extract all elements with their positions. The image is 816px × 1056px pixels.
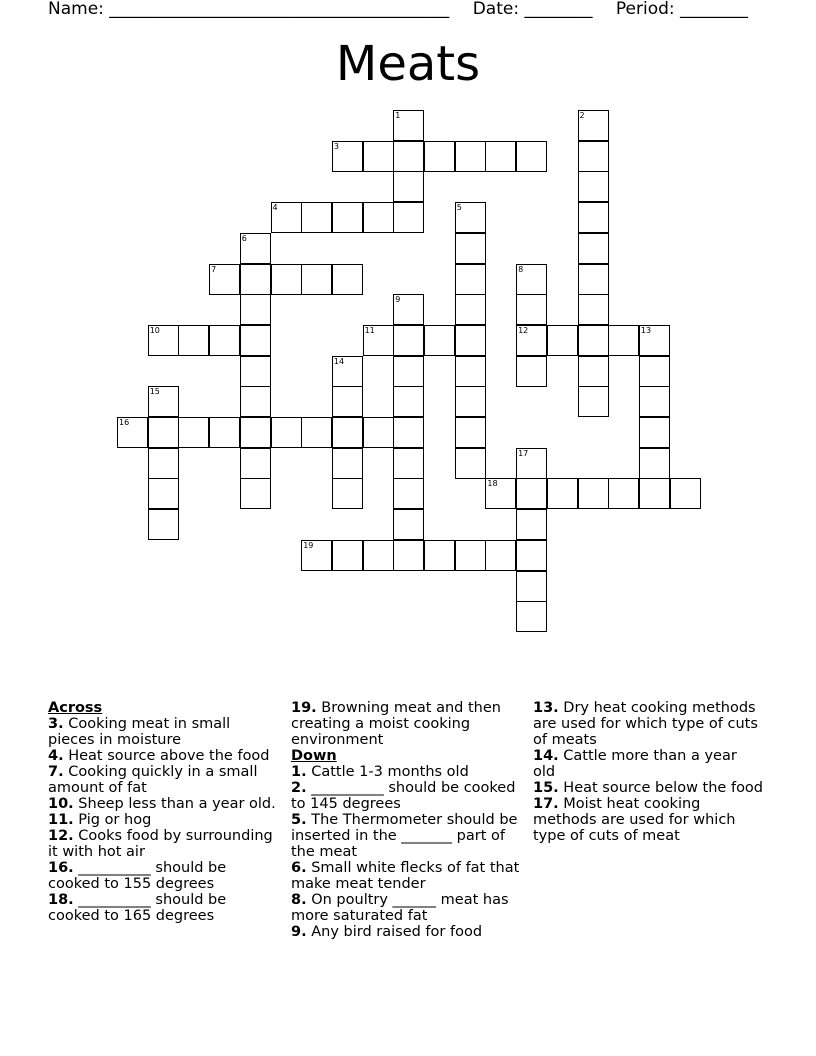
- crossword-cell[interactable]: [455, 386, 486, 417]
- crossword-cell[interactable]: [148, 386, 179, 417]
- crossword-cell[interactable]: [240, 448, 271, 479]
- crossword-cell[interactable]: [148, 448, 179, 479]
- clue-number: 18: [487, 479, 498, 489]
- clue-item: [48, 796, 278, 812]
- crossword-cell[interactable]: [485, 540, 516, 571]
- crossword-cell[interactable]: [608, 478, 639, 509]
- crossword-cell[interactable]: [424, 141, 455, 172]
- crossword-cell[interactable]: [455, 202, 486, 233]
- clue-number: 17: [518, 448, 529, 458]
- clue-number-label: 6.: [291, 860, 307, 876]
- clue-text: Cattle more than a year old: [533, 748, 737, 780]
- clue-text: Any bird raised for food: [306, 924, 483, 940]
- across-clues-continued: [291, 700, 521, 748]
- clue-text: Sheep less than a year old.: [73, 796, 276, 812]
- clue-number-label: 14.: [533, 748, 559, 764]
- crossword-cell[interactable]: [516, 325, 547, 356]
- period-field-label: Period: ________: [615, 0, 749, 19]
- clue-number-label: 12.: [48, 828, 74, 844]
- crossword-cell[interactable]: [240, 356, 271, 387]
- crossword-cell[interactable]: [393, 202, 424, 233]
- crossword-cell[interactable]: [301, 264, 332, 295]
- clue-text: Pig or hog: [73, 812, 152, 828]
- crossword-cell[interactable]: [578, 233, 609, 264]
- date-field-label: Date: ________: [472, 0, 593, 19]
- name-field-label: Name: ________________________________________: [48, 0, 450, 19]
- clue-number: 4: [272, 203, 278, 213]
- clue-number: 19: [303, 540, 314, 550]
- clue-column-2: [291, 700, 521, 940]
- clue-text: Small white flecks of fat that make meat tender: [291, 860, 520, 892]
- crossword-cell[interactable]: [393, 171, 424, 202]
- crossword-cell[interactable]: [578, 171, 609, 202]
- crossword-cell[interactable]: [578, 386, 609, 417]
- crossword-cell[interactable]: [639, 478, 670, 509]
- crossword-cell[interactable]: [332, 264, 363, 295]
- crossword-cell[interactable]: [148, 325, 179, 356]
- clue-text: Heat source above the food: [63, 748, 270, 764]
- clue-number-label: 9.: [291, 924, 307, 940]
- clue-item: [533, 780, 763, 796]
- clue-text: Cooks food by surrounding it with hot air: [48, 828, 273, 860]
- crossword-cell[interactable]: [148, 509, 179, 540]
- crossword-cell[interactable]: [639, 417, 670, 448]
- crossword-cell[interactable]: [578, 356, 609, 387]
- crossword-cell[interactable]: [363, 325, 394, 356]
- crossword-cell[interactable]: [455, 356, 486, 387]
- crossword-cell[interactable]: [516, 540, 547, 571]
- crossword-cell[interactable]: [485, 478, 516, 509]
- crossword-cell[interactable]: [393, 540, 424, 571]
- clue-item: [533, 700, 763, 748]
- clue-text: Cooking meat in small pieces in moisture: [48, 716, 231, 748]
- crossword-cell[interactable]: [240, 478, 271, 509]
- clue-number-label: 17.: [533, 796, 559, 812]
- crossword-cell[interactable]: [240, 417, 271, 448]
- crossword-cell[interactable]: [332, 448, 363, 479]
- crossword-cell[interactable]: [332, 386, 363, 417]
- crossword-cell[interactable]: [271, 417, 302, 448]
- clue-item: [291, 860, 521, 892]
- crossword-cell[interactable]: [455, 294, 486, 325]
- clue-item: [291, 700, 521, 748]
- crossword-cell[interactable]: [485, 141, 516, 172]
- crossword-cell[interactable]: [516, 141, 547, 172]
- clue-number: 6: [241, 233, 247, 243]
- crossword-cell[interactable]: [301, 202, 332, 233]
- clue-item: [291, 764, 521, 780]
- crossword-cell[interactable]: [424, 325, 455, 356]
- crossword-cell[interactable]: [363, 417, 394, 448]
- clue-text: Dry heat cooking methods are used for which type of cuts of meats: [533, 700, 758, 748]
- clue-text: Heat source below the food: [558, 780, 764, 796]
- crossword-cell[interactable]: [547, 478, 578, 509]
- crossword-cell[interactable]: [209, 417, 240, 448]
- crossword-cell[interactable]: [393, 448, 424, 479]
- crossword-cell[interactable]: [363, 202, 394, 233]
- crossword-cell[interactable]: [271, 264, 302, 295]
- clue-item: [48, 812, 278, 828]
- crossword-cell[interactable]: [455, 448, 486, 479]
- crossword-cell[interactable]: [516, 448, 547, 479]
- clue-column-3: [533, 700, 763, 844]
- crossword-cell[interactable]: [424, 540, 455, 571]
- clue-number: 13: [640, 325, 652, 335]
- clue-number: 2: [579, 111, 585, 120]
- clue-number-label: 16.: [48, 860, 74, 876]
- clue-number-label: 15.: [533, 780, 559, 796]
- crossword-cell[interactable]: [240, 386, 271, 417]
- crossword-cell[interactable]: [148, 478, 179, 509]
- crossword-cell[interactable]: [455, 233, 486, 264]
- crossword-cell[interactable]: [332, 417, 363, 448]
- clue-number: 12: [518, 325, 529, 335]
- crossword-cell[interactable]: [516, 478, 547, 509]
- clue-number: 3: [333, 141, 339, 151]
- crossword-cell[interactable]: [516, 294, 547, 325]
- crossword-cell[interactable]: [332, 478, 363, 509]
- crossword-cell[interactable]: [516, 356, 547, 387]
- clue-number: 1: [395, 111, 401, 120]
- crossword-cell[interactable]: [332, 141, 363, 172]
- crossword-cell[interactable]: [393, 141, 424, 172]
- crossword-cell[interactable]: [271, 202, 302, 233]
- crossword-cell[interactable]: [332, 540, 363, 571]
- clue-number: 7: [211, 264, 217, 274]
- crossword-cell[interactable]: [578, 294, 609, 325]
- down-clues-list: [291, 764, 521, 940]
- crossword-cell[interactable]: [608, 325, 639, 356]
- crossword-cell[interactable]: [301, 417, 332, 448]
- crossword-cell[interactable]: [393, 386, 424, 417]
- clue-number: 14: [333, 356, 345, 366]
- crossword-cell[interactable]: [639, 448, 670, 479]
- clue-item: [291, 892, 521, 924]
- clue-item: [48, 764, 278, 796]
- clue-column-1: [48, 700, 278, 924]
- crossword-cell[interactable]: [332, 356, 363, 387]
- crossword-cell[interactable]: [363, 141, 394, 172]
- across-clues-list: [48, 716, 278, 924]
- clue-item: [48, 716, 278, 748]
- clue-text: Browning meat and then creating a moist cooking environment: [291, 700, 501, 748]
- crossword-cell[interactable]: [178, 417, 209, 448]
- clue-number: 15: [149, 387, 160, 397]
- crossword-cell[interactable]: [240, 294, 271, 325]
- clue-number-label: 10.: [48, 796, 74, 812]
- clue-number: 10: [149, 325, 160, 335]
- clue-text: Cattle 1-3 months old: [306, 764, 469, 780]
- crossword-cell[interactable]: [578, 478, 609, 509]
- clue-number-label: 2.: [291, 780, 307, 796]
- clue-text: __________ should be cooked to 155 degrees: [48, 860, 227, 892]
- crossword-cell[interactable]: [393, 294, 424, 325]
- clue-text: On poultry ______ meat has more saturated fat: [291, 892, 509, 924]
- clue-item: [291, 924, 521, 940]
- crossword-cell[interactable]: [393, 417, 424, 448]
- clue-number-label: 11.: [48, 812, 74, 828]
- crossword-cell[interactable]: [639, 325, 670, 356]
- clue-text: __________ should be cooked to 165 degrees: [48, 892, 227, 924]
- clue-text: __________ should be cooked to 145 degrees: [291, 780, 516, 812]
- clue-item: [48, 748, 278, 764]
- crossword-cell[interactable]: [393, 325, 424, 356]
- clue-item: [533, 748, 763, 780]
- crossword-cell[interactable]: [455, 417, 486, 448]
- crossword-cell[interactable]: [547, 325, 578, 356]
- clue-item: [48, 892, 278, 924]
- crossword-cell[interactable]: [332, 202, 363, 233]
- clue-item: [48, 828, 278, 860]
- clue-number-label: 4.: [48, 748, 64, 764]
- crossword-cell[interactable]: [639, 386, 670, 417]
- clue-number-label: 19.: [291, 700, 317, 716]
- crossword-cell[interactable]: [516, 264, 547, 295]
- crossword-cell[interactable]: [393, 478, 424, 509]
- crossword-cell[interactable]: [455, 264, 486, 295]
- down-heading: Down: [291, 748, 337, 764]
- clue-number: 11: [364, 325, 375, 335]
- across-heading: Across: [48, 700, 103, 716]
- clue-number-label: 7.: [48, 764, 64, 780]
- down-clues-continued: [533, 700, 763, 844]
- clue-number: 5: [456, 203, 462, 213]
- clue-number: 9: [395, 295, 401, 305]
- crossword-cell[interactable]: [516, 601, 547, 632]
- clue-text: Cooking quickly in a small amount of fat: [48, 764, 258, 796]
- crossword-cell[interactable]: [148, 417, 179, 448]
- crossword-cell[interactable]: [578, 141, 609, 172]
- crossword-cell[interactable]: [455, 141, 486, 172]
- crossword-cell[interactable]: [639, 356, 670, 387]
- crossword-cell[interactable]: [670, 478, 701, 509]
- crossword-cell[interactable]: [301, 540, 332, 571]
- clue-item: [291, 812, 521, 860]
- clue-item: [291, 780, 521, 812]
- crossword-cell[interactable]: [578, 202, 609, 233]
- clue-number: 16: [119, 418, 130, 427]
- clue-item: [533, 796, 763, 844]
- clue-number-label: 13.: [533, 700, 559, 716]
- crossword-cell[interactable]: [393, 509, 424, 540]
- crossword-cell[interactable]: [393, 356, 424, 387]
- clue-number-label: 1.: [291, 764, 307, 780]
- crossword-cell[interactable]: [117, 417, 148, 448]
- clue-number-label: 18.: [48, 892, 74, 908]
- crossword-cell[interactable]: [178, 325, 209, 356]
- crossword-cell[interactable]: [578, 110, 609, 141]
- clue-list: [48, 700, 768, 1000]
- clue-text: The Thermometer should be inserted in the _______ part of the meat: [291, 812, 518, 860]
- crossword-cell[interactable]: [209, 264, 240, 295]
- clue-text: Moist heat cooking methods are used for which type of cuts of meat: [533, 796, 736, 844]
- crossword-cell[interactable]: [240, 233, 271, 264]
- crossword-cell[interactable]: [578, 325, 609, 356]
- crossword-cell[interactable]: [240, 264, 271, 295]
- crossword-cell[interactable]: [209, 325, 240, 356]
- crossword-cell[interactable]: [393, 110, 424, 141]
- crossword-cell[interactable]: [363, 540, 394, 571]
- clue-number-label: 8.: [291, 892, 307, 908]
- crossword-cell[interactable]: [455, 540, 486, 571]
- crossword-cell[interactable]: [516, 571, 547, 602]
- clue-number: 8: [518, 264, 524, 274]
- crossword-cell[interactable]: [455, 325, 486, 356]
- clue-number-label: 5.: [291, 812, 307, 828]
- crossword-cell[interactable]: [240, 325, 271, 356]
- clue-item: [48, 860, 278, 892]
- page-title: Meats: [335, 36, 481, 92]
- crossword-cell[interactable]: [516, 509, 547, 540]
- clue-number-label: 3.: [48, 716, 64, 732]
- crossword-cell[interactable]: [578, 264, 609, 295]
